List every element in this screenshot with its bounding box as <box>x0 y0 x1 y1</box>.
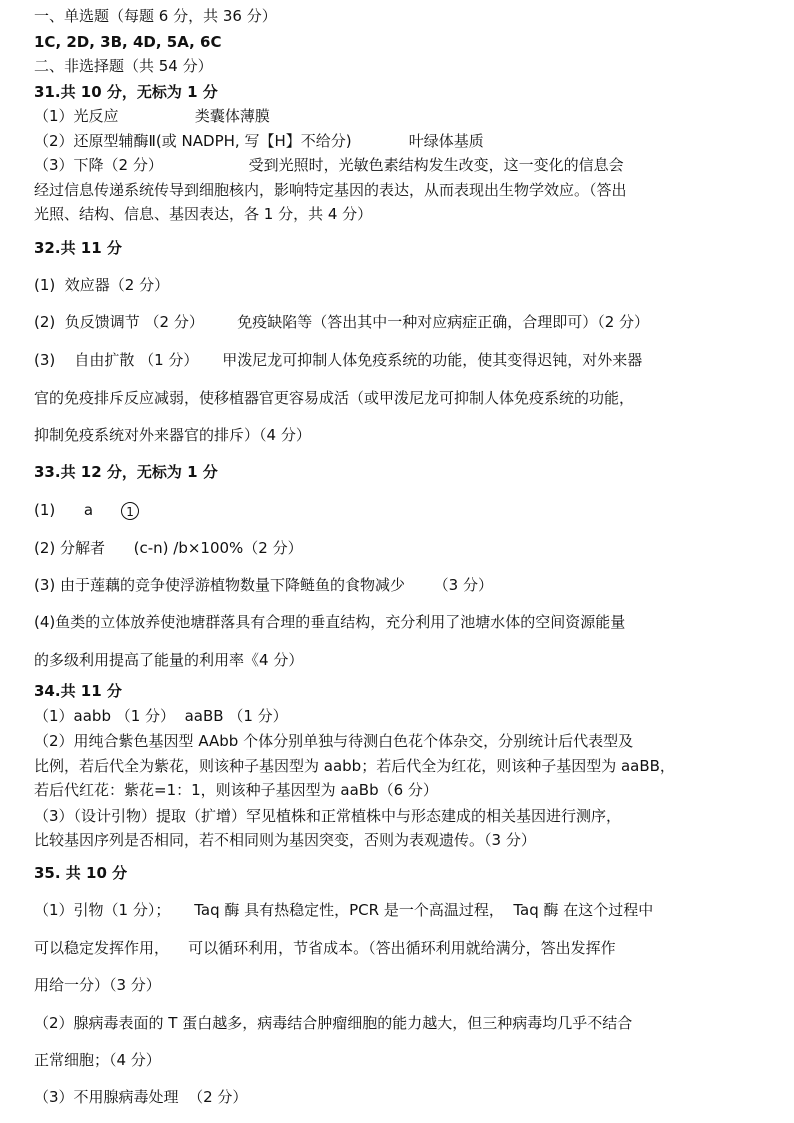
single-choice-answers: 1C, 2D, 3B, 4D, 5A, 6C <box>34 33 222 51</box>
q32-answer-3-line2: 官的免疫排斥反应减弱，使移植器官更容易成活（或甲泼尼龙可抑制人体免疫系统的功能， <box>34 389 635 407</box>
q34-answer-2-line1: （2）用纯合紫色基因型 AAbb 个体分别单独与待测白色花个体杂交，分别统计后代表型及 <box>34 732 634 750</box>
q31-answer-1: （1）光反应 类囊体薄膜 <box>34 107 270 125</box>
q34-answer-1: （1）aabb （1 分） aaBB （1 分） <box>34 707 288 725</box>
q31-answer-2: （2）还原型辅酶Ⅱ(或 NADPH, 写【H】不给分) 叶绿体基质 <box>34 132 484 150</box>
q35-answer-2-line1: （2）腺病毒表面的 T 蛋白越多，病毒结合肿瘤细胞的能力越大，但三种病毒均几乎不结合 <box>34 1014 633 1032</box>
q35-answer-2-line2: 正常细胞；（4 分） <box>34 1051 161 1069</box>
q32-answer-3-line1: (3) 自由扩散 （1 分） 甲泼尼龙可抑制人体免疫系统的功能，使其变得迟钝，对外来器 <box>34 351 643 369</box>
q34-answer-2-line3: 若后代红花：紫花=1：1，则该种子基因型为 aaBb（6 分） <box>34 781 438 799</box>
q33-answer-2: (2) 分解者 (c-n) /b×100%（2 分） <box>34 539 303 557</box>
q33-answer-3: (3) 由于莲藕的竞争使浮游植物数量下降鲢鱼的食物减少 （3 分） <box>34 576 493 594</box>
q31-answer-3-line3: 光照、结构、信息、基因表达，各 1 分，共 4 分） <box>34 205 373 223</box>
section-heading-non-choice: 二、非选择题（共 54 分） <box>34 57 213 75</box>
q34-answer-3-line2: 比较基因序列是否相同，若不相同则为基因突变，否则为表观遗传。（3 分） <box>34 831 536 849</box>
q32-answer-3-line3: 抑制免疫系统对外来器官的排斥）（4 分） <box>34 426 311 444</box>
section-heading-single-choice: 一、单选题（每题 6 分，共 36 分） <box>34 7 277 25</box>
question-33-header: 33.共 12 分，无标为 1 分 <box>34 463 218 481</box>
question-35-header: 35. 共 10 分 <box>34 864 128 882</box>
q34-answer-3-line1: （3）（设计引物）提取（扩增）罕见植株和正常植株中与形态建成的相关基因进行测序， <box>34 807 622 825</box>
q33-answer-4-line1: (4)鱼类的立体放养使池塘群落具有合理的垂直结构，充分利用了池塘水体的空间资源能量 <box>34 613 626 631</box>
q33-answer-1-text: (1) a <box>34 501 94 519</box>
question-31-header: 31.共 10 分，无标为 1 分 <box>34 83 218 101</box>
q35-answer-3: （3）不用腺病毒处理 （2 分） <box>34 1088 248 1106</box>
q35-answer-1-line1: （1）引物（1 分）； Taq 酶 具有热稳定性，PCR 是一个高温过程， Taq 酶 在这个过程中 <box>34 901 654 919</box>
q33-answer-4-line2: 的多级利用提高了能量的利用率《4 分） <box>34 651 304 669</box>
circled-number: 1 <box>121 502 139 520</box>
question-32-header: 32.共 11 分 <box>34 239 122 257</box>
q35-answer-1-line2: 可以稳定发挥作用， 可以循环利用，节省成本。（答出循环利用就给满分，答出发挥作 <box>34 939 616 957</box>
q34-answer-2-line2: 比例，若后代全为紫花，则该种子基因型为 aabb；若后代全为红花，则该种子基因型为 aaBB， <box>34 757 675 775</box>
q33-answer-1 <box>34 500 139 520</box>
q31-answer-3-line2: 经过信息传递系统传导到细胞核内，影响特定基因的表达，从而表现出生物学效应。（答出 <box>34 181 627 199</box>
q32-answer-1: (1) 效应器（2 分） <box>34 276 170 294</box>
q32-answer-2: (2) 负反馈调节 （2 分） 免疫缺陷等（答出其中一种对应病症正确，合理即可）（2 分） <box>34 313 650 331</box>
q31-answer-3-line1: （3）下降（2 分） 受到光照时，光敏色素结构发生改变，这一变化的信息会 <box>34 156 624 174</box>
question-34-header: 34.共 11 分 <box>34 682 122 700</box>
q35-answer-1-line3: 用给一分）（3 分） <box>34 976 161 994</box>
